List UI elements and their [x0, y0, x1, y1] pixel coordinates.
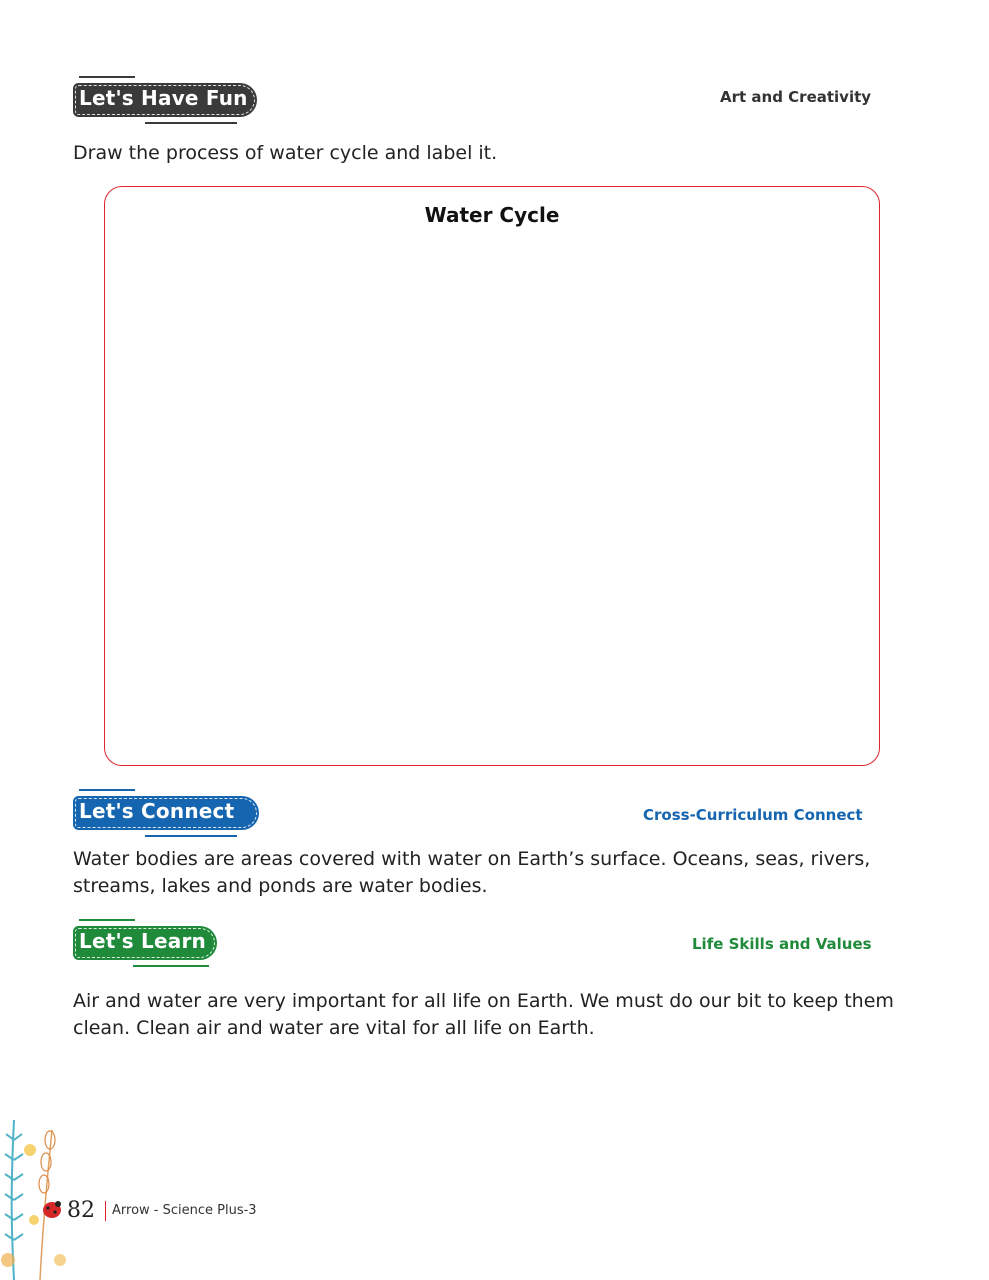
badge-rule-top [79, 76, 135, 78]
badge-rule-bottom [145, 835, 237, 837]
badge-rule-bottom [145, 122, 237, 124]
cross-curriculum-tag: Cross-Curriculum Connect [643, 806, 863, 824]
lets-connect-label: Let's Connect [79, 799, 235, 823]
lets-have-fun-badge [73, 83, 257, 117]
lets-have-fun-label: Let's Have Fun [79, 86, 248, 110]
badge-rule-bottom [133, 965, 209, 967]
lets-learn-label: Let's Learn [79, 929, 206, 953]
connect-paragraph: Water bodies are areas covered with water on Earth’s surface. Oceans, seas, rivers, streams, lakes and ponds are water bodies. [73, 848, 871, 897]
book-title: Arrow - Science Plus-3 [112, 1203, 257, 1218]
page-number: 82 [67, 1198, 95, 1223]
water-cycle-box-title: Water Cycle [424, 203, 560, 227]
fun-instruction: Draw the process of water cycle and label it. [73, 142, 498, 164]
floral-decoration-icon [0, 1100, 70, 1280]
water-cycle-drawing-box[interactable] [104, 186, 880, 766]
page-footer [67, 1198, 257, 1223]
badge-rule-top [79, 789, 135, 791]
badge-rule-top [79, 919, 135, 921]
lets-connect-badge [73, 796, 259, 830]
art-creativity-tag: Art and Creativity [720, 88, 872, 106]
learn-paragraph: Air and water are very important for all life on Earth. We must do our bit to keep them clean. Clean air and water are vital for all life on Earth. [73, 990, 894, 1039]
lets-learn-badge [73, 926, 217, 960]
life-skills-tag: Life Skills and Values [692, 935, 872, 953]
footer-divider [105, 1201, 106, 1221]
